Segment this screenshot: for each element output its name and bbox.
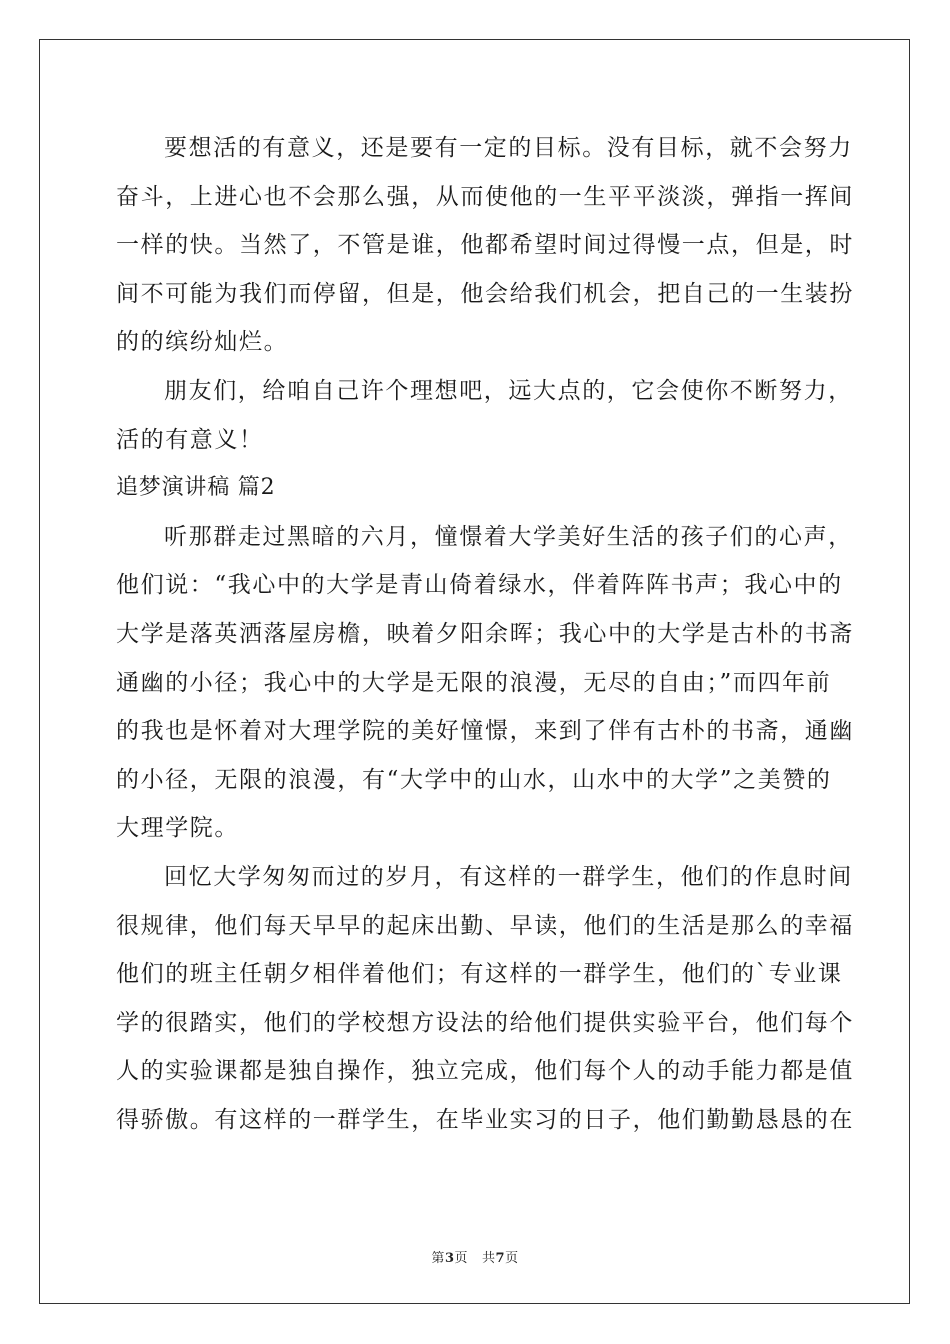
footer-page-total: 7 [495, 1251, 506, 1266]
text-line: 通幽的小径；我心中的大学是无限的浪漫，无尽的自由；”而四年前 [116, 669, 832, 696]
text-line: 很规律，他们每天早早的起床出勤、早读，他们的生活是那么的幸福 [116, 912, 854, 939]
section-heading: 追梦演讲稿 篇2 [116, 475, 276, 501]
text-line: 人的实验课都是独自操作，独立完成，他们每个人的动手能力都是值 [116, 1058, 854, 1085]
text-line: 一样的快。当然了，不管是谁，他都希望时间过得慢一点，但是，时 [116, 232, 854, 259]
text-line: 的的缤纷灿烂。 [116, 329, 289, 356]
footer-total-prefix: 共 [482, 1251, 496, 1266]
document-body [116, 124, 854, 1144]
text-line: 奋斗，上进心也不会那么强，从而使他的一生平平淡淡，弹指一挥间 [116, 183, 854, 210]
text-line: 学的很踏实，他们的学校想方设法的给他们提供实验平台，他们每个 [116, 1009, 854, 1036]
text-line: 间不可能为我们而停留，但是，他会给我们机会，把自己的一生装扮 [116, 280, 854, 307]
text-line: 要想活的有意义，还是要有一定的目标。没有目标，就不会努力 [164, 135, 853, 161]
footer-total-suffix: 页 [505, 1251, 519, 1266]
footer-page-suffix: 页 [454, 1251, 468, 1266]
text-line: 活的有意义！ [116, 426, 264, 453]
text-line: 回忆大学匆匆而过的岁月，有这样的一群学生，他们的作息时间 [164, 863, 853, 890]
text-line: 的小径，无限的浪漫，有“大学中的山水，山水中的大学”之美赞的 [116, 766, 832, 793]
text-line: 大理学院。 [116, 815, 239, 842]
footer-page-prefix: 第 [431, 1251, 445, 1266]
text-line: 听那群走过黑暗的六月，憧憬着大学美好生活的孩子们的心声， [164, 523, 853, 550]
text-line: 他们的班主任朝夕相伴着他们；有这样的一群学生，他们的`专业课 [116, 961, 843, 988]
footer-page-current: 3 [444, 1251, 455, 1266]
text-line: 大学是落英洒落屋房檐，映着夕阳余晖；我心中的大学是古朴的书斋 [116, 620, 854, 647]
page-footer [0, 1247, 950, 1266]
text-line: 得骄傲。有这样的一群学生，在毕业实习的日子，他们勤勤恳恳的在 [116, 1106, 854, 1133]
text-line: 的我也是怀着对大理学院的美好憧憬，来到了伴有古朴的书斋，通幽 [116, 718, 854, 745]
text-line: 朋友们，给咱自己许个理想吧，远大点的，它会使你不断努力， [164, 377, 853, 404]
text-line: 他们说：“我心中的大学是青山倚着绿水，伴着阵阵书声；我心中的 [116, 572, 843, 599]
